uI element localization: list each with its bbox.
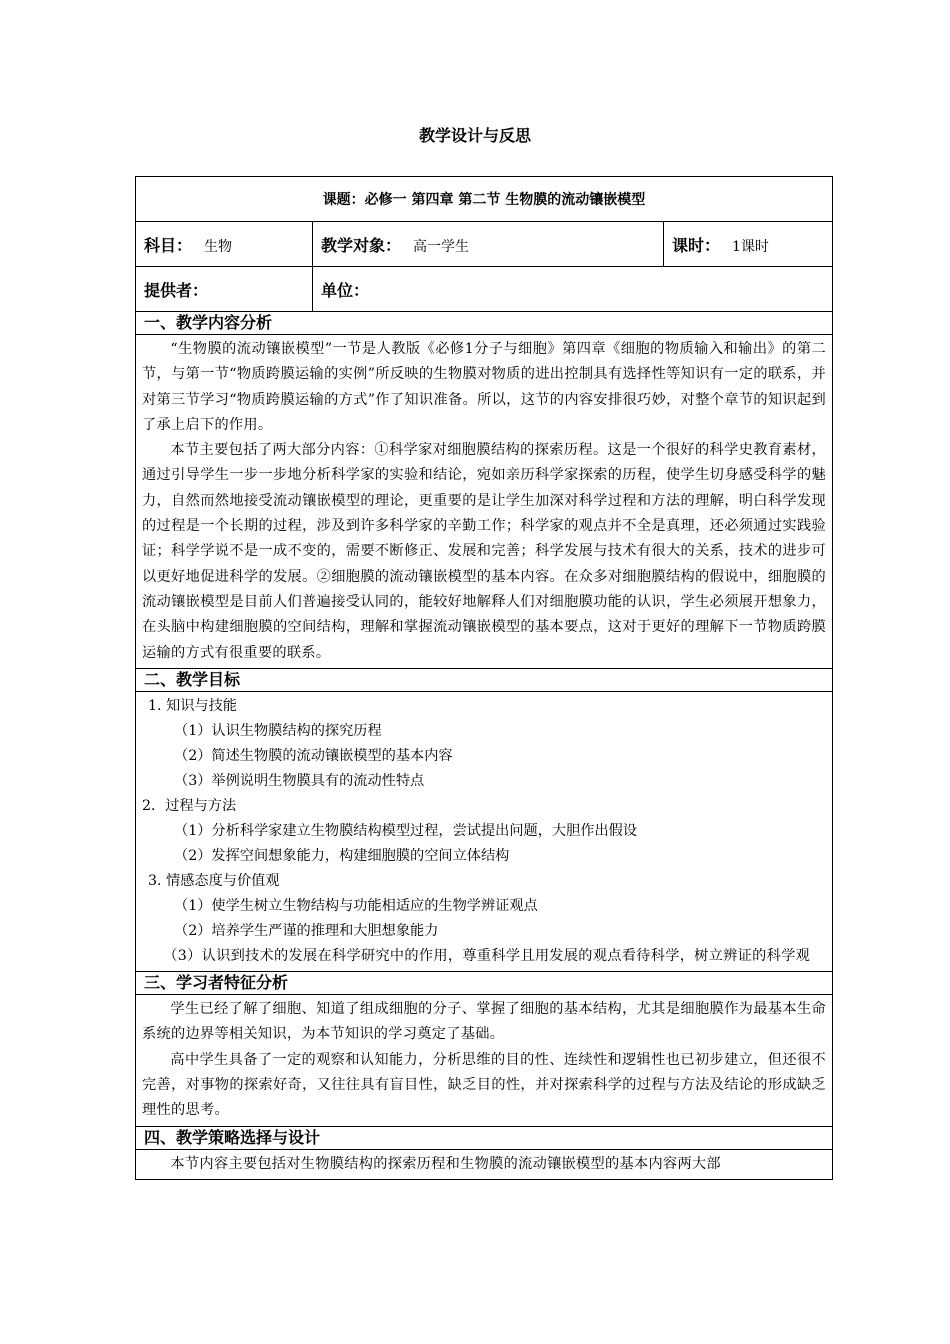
objective-item: （3）举例说明生物膜具有的流动性特点 — [174, 772, 425, 789]
section4-body — [136, 1149, 833, 1179]
hours-cell — [664, 222, 833, 267]
section4-title-row — [136, 1126, 833, 1149]
section3-body — [136, 995, 833, 1126]
section1-paragraph: 本节主要包括了两大部分内容：①科学家对细胞膜结构的探索历程。这是一个很好的科学史教育素材，通过引导学生一步一步地分析科学家的实验和结论，宛如亲历科学家探索的历程，使学生切身感受科学的魅力，自然而然地接受流动镶嵌模型的理论，更重要的是让学生加深对科学过程和方法的理解，明白科学发现的过程是一个长期的过程，涉及到许多科学家的辛勤工作；科学家的观点并不全是真理，还必须通过实践验证；科学学说不是一成不变的，需要不断修正、发展和完善；科学发展与技术有很大的关系，技术的进步可以更好地促进科学的发展。②细胞膜的流动镶嵌模型的基本内容。在众多对细胞膜结构的假说中，细胞膜的流动镶嵌模型是目前人们普遍接受认同的，能较好地解释人们对细胞膜功能的认识，学生必须展开想象力，在头脑中构建细胞膜的空间结构，理解和掌握流动镶嵌模型的基本要点，这对于更好的理解下一节物质跨膜运输的方式有很重要的联系。 — [142, 442, 827, 661]
unit-label: 单位： — [321, 280, 370, 300]
subject-label: 科目： — [144, 235, 193, 255]
audience-label: 教学对象： — [321, 235, 402, 255]
section1-body — [136, 335, 833, 669]
objective-item: （2）发挥空间想象能力，构建细胞膜的空间立体结构 — [174, 847, 510, 864]
section1-paragraph: “生物膜的流动镶嵌模型”一节是人教版《必修1分子与细胞》第四章《细胞的物质输入和输出》的第二节，与第一节“物质跨膜运输的实例”所反映的生物膜对物质的进出控制具有选择性等知识有一定的联系，并对第三节学习“物质跨膜运输的方式”作了知识准备。所以，这节的内容安排很巧妙，对整个章节的知识起到了承上启下的作用。 — [142, 341, 827, 433]
topic-row — [136, 177, 833, 222]
section2-body — [136, 691, 833, 971]
section2-title: 二、教学目标 — [136, 668, 833, 691]
topic-title: 课题：必修一 第四章 第二节 生物膜的流动镶嵌模型 — [136, 177, 833, 222]
info-row — [136, 222, 833, 267]
objective-heading: 3. 情感态度与价值观 — [148, 872, 280, 889]
document-title: 教学设计与反思 — [418, 126, 531, 145]
hours-value: 1课时 — [732, 238, 769, 255]
hours-label: 课时： — [672, 235, 721, 255]
objective-item: （1）使学生树立生物结构与功能相适应的生物学辨证观点 — [174, 897, 538, 914]
subject-value: 生物 — [204, 238, 233, 255]
objective-item: （1）认识生物膜结构的探究历程 — [174, 722, 382, 739]
section4-body-row — [136, 1149, 833, 1179]
audience-cell — [313, 222, 664, 267]
objective-item: （1）分析科学家建立生物膜结构模型过程，尝试提出问题，大胆作出假设 — [174, 822, 638, 839]
subject-cell — [136, 222, 313, 267]
objective-item: （3）认识到技术的发展在科学研究中的作用，尊重科学且用发展的观点看待科学，树立辨证的科学观 — [163, 947, 811, 964]
section1-title: 一、教学内容分析 — [136, 312, 833, 335]
provider-label: 提供者： — [144, 280, 209, 300]
section1-body-row — [136, 335, 833, 669]
provider-cell — [136, 267, 313, 312]
section4-title: 四、教学策略选择与设计 — [136, 1126, 833, 1149]
section2-title-row — [136, 668, 833, 691]
section3-paragraph: 学生已经了解了细胞、知道了组成细胞的分子、掌握了细胞的基本结构，尤其是细胞膜作为最基本生命系统的边界等相关知识，为本节知识的学习奠定了基础。 — [142, 1001, 827, 1043]
objective-heading: 1. 知识与技能 — [148, 697, 237, 714]
objective-item: （2）培养学生严谨的推理和大胆想象能力 — [174, 922, 439, 939]
section3-paragraph: 高中学生具备了一定的观察和认知能力，分析思维的目的性、连续性和逻辑性也已初步建立，但还很不完善，对事物的探索好奇，又往往具有盲目性，缺乏目的性，并对探索科学的过程与方法及结论的形成缺乏理性的思考。 — [142, 1051, 827, 1119]
objective-heading: 2．过程与方法 — [142, 797, 237, 814]
audience-value: 高一学生 — [413, 238, 470, 255]
provider-row — [136, 267, 833, 312]
section3-title-row — [136, 972, 833, 995]
section4-paragraph: 本节内容主要包括对生物膜结构的探索历程和生物膜的流动镶嵌模型的基本内容两大部 — [170, 1155, 721, 1172]
section3-title: 三、学习者特征分析 — [136, 972, 833, 995]
section2-body-row — [136, 691, 833, 971]
section3-body-row — [136, 995, 833, 1126]
lesson-plan-table — [135, 176, 833, 1180]
section1-title-row — [136, 312, 833, 335]
objective-item: （2）简述生物膜的流动镶嵌模型的基本内容 — [174, 747, 453, 764]
unit-cell — [313, 267, 833, 312]
